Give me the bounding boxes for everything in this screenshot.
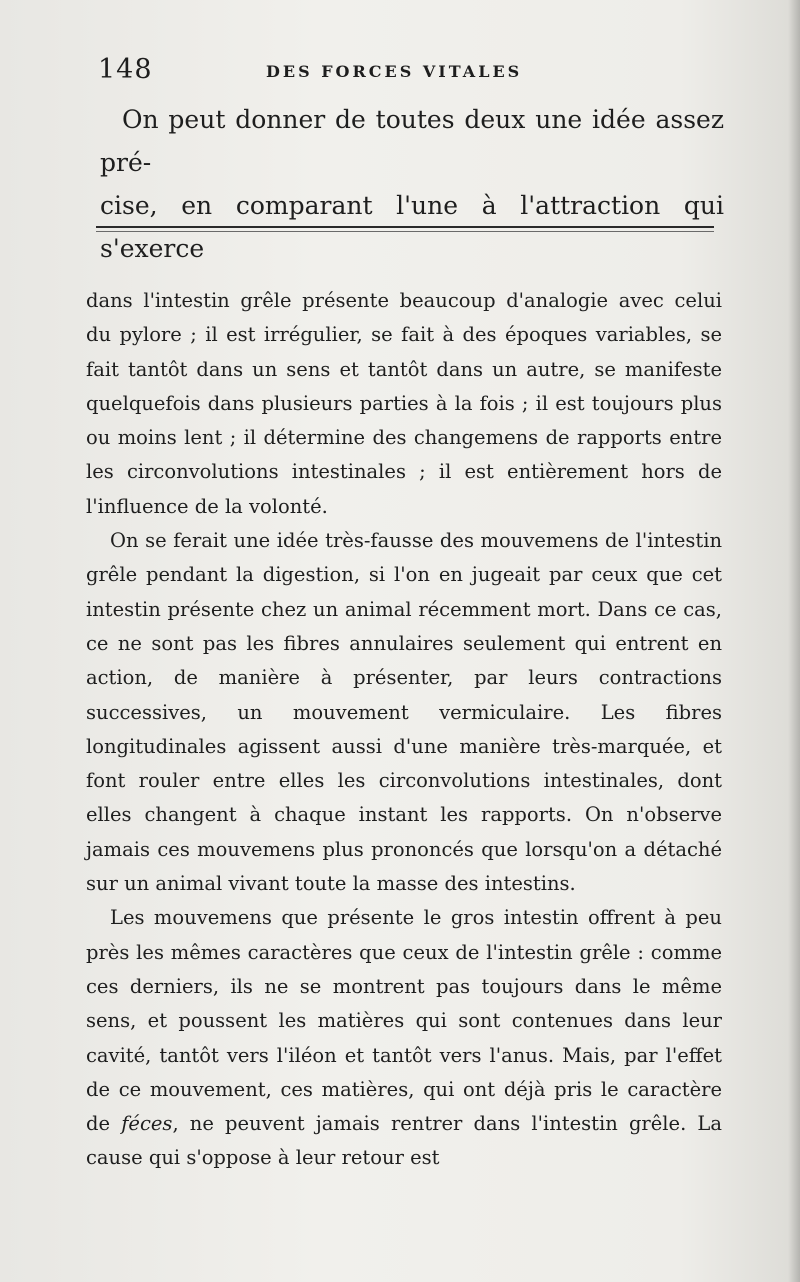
footnote-line-2: cise, en comparant l'une à l'attraction qui s'exerce xyxy=(100,191,724,263)
paragraph: dans l'intestin grêle présente beaucoup d'analogie avec celui du pylore ; il est irrégulier, se fait à des époques variables, se fait tantôt dans un sens et tantôt dans un autre, se manifeste quelquefois dans plusieurs parties à la fois ; il est toujours plus ou moins lent ; il détermine des changemens de rapports entre les circonvolutions intestinales ; il est entièrement hors de l'influence de la volonté. xyxy=(86,289,722,518)
main-text xyxy=(86,284,722,1176)
footnote-text-top xyxy=(100,98,724,270)
paragraph: On se ferait une idée très-fausse des mouvemens de l'intestin grêle pendant la digestion, si l'on en jugeait par ceux que cet intestin présente chez un animal récemment mort. Dans ce cas, ce ne sont pas les fibres annulaires seulement qui entrent en action, de manière à présenter, par leurs contractions successives, un mouvement vermiculaire. Les fibres longitudinales agissent aussi d'une manière très-marquée, et font rouler entre elles les circonvolutions intestinales, dont elles changent à chaque instant les rapports. On n'observe jamais ces mouvemens plus prononcés que lorsqu'on a détaché sur un animal vivant toute la masse des intestins. xyxy=(86,529,722,896)
italic-word: féces xyxy=(121,1112,173,1136)
running-title: DES FORCES VITALES xyxy=(266,62,523,81)
running-head xyxy=(98,52,718,92)
separator-rule xyxy=(96,226,714,228)
separator-rule-thin xyxy=(96,231,714,232)
page-edge-shadow xyxy=(788,0,800,1282)
paragraph: Les mouvemens que présente le gros intestin offrent à peu près les mêmes caractères que ceux de l'intestin grêle : comme ces derniers, ils ne se montrent pas toujours dans le même sens, et poussent les matières qui sont contenues dans leur cavité, tantôt vers l'iléon et tantôt vers l'anus. Mais, par l'effet de ce mouvement, ces matières, qui ont déjà pris le caractère de féces, ne peuvent jamais rentrer dans l'intestin grêle. La cause qui s'oppose à leur retour est xyxy=(86,906,722,1170)
footnote-line-1: On peut donner de toutes deux une idée assez pré- xyxy=(100,105,724,177)
page-number: 148 xyxy=(98,54,153,85)
